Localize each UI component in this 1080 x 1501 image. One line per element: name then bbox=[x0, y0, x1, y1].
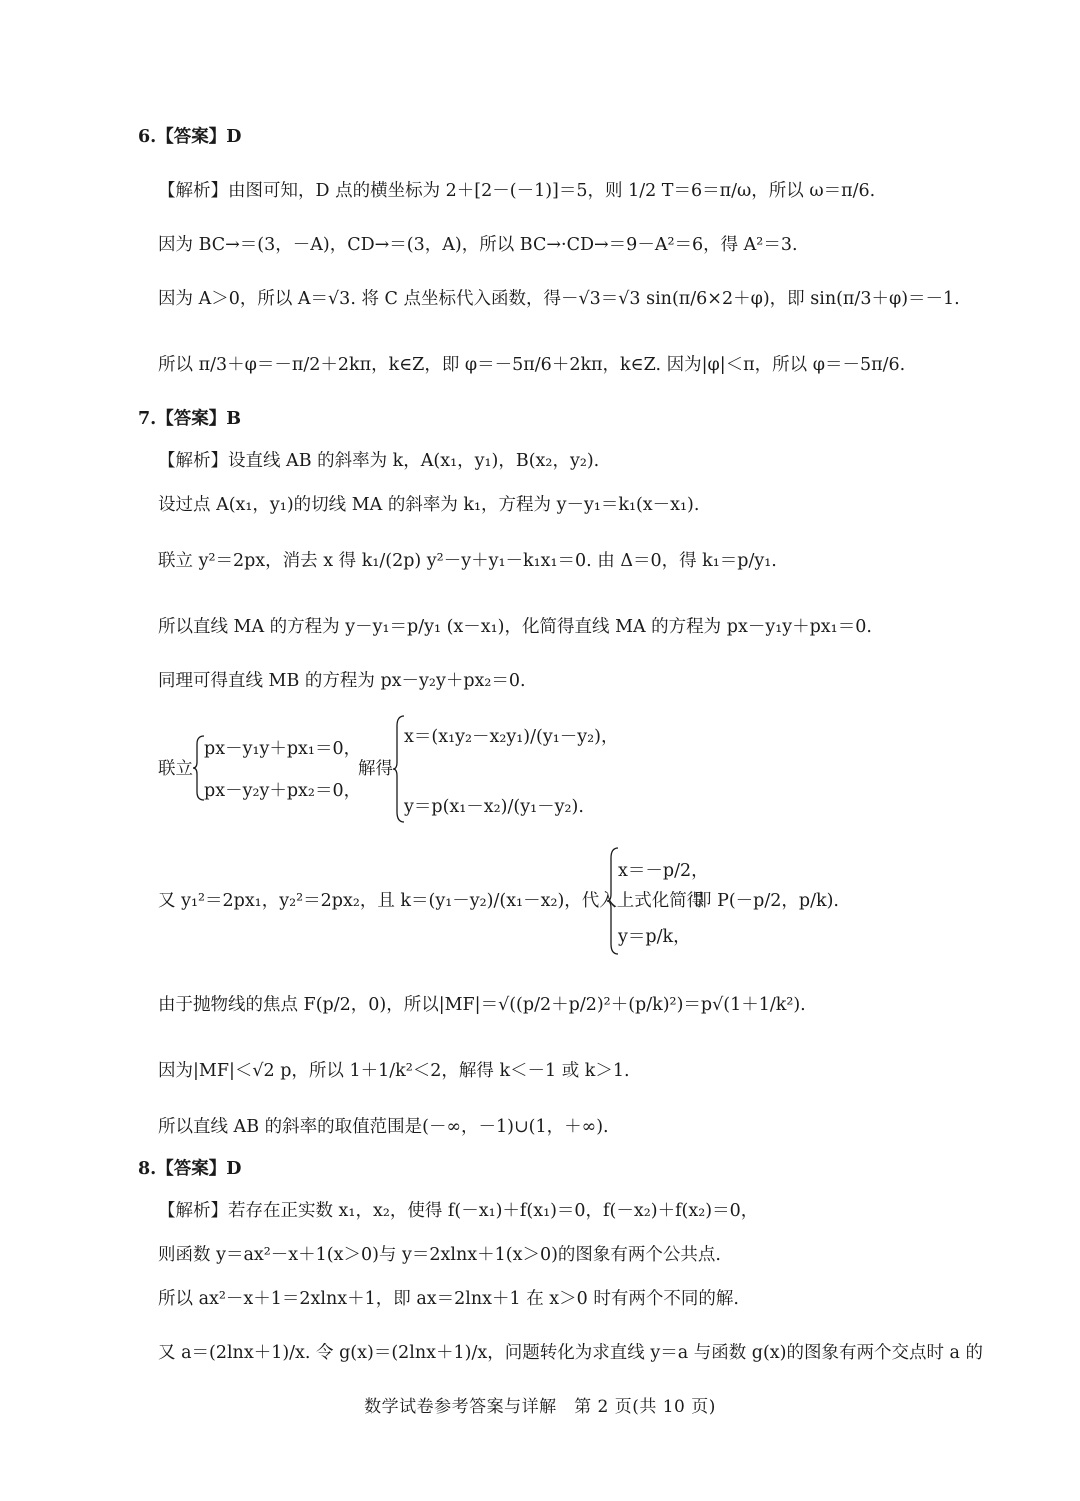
q6-line-2: 因为 BC→＝(3，－A)，CD→＝(3，A)，所以 BC→·CD→＝9－A²＝6，得 A²＝3. bbox=[158, 235, 798, 255]
q7-line-6-solution-y: y＝p/k， bbox=[618, 927, 691, 947]
q7-system-eq-1: px－y₁y＋px₁＝0， bbox=[204, 739, 362, 759]
q7-solution-x: x＝(x₁y₂－x₂y₁)/(y₁－y₂)， bbox=[404, 727, 619, 747]
q6-line-4: 所以 π/3＋φ＝－π/2＋2kπ，k∈Z，即 φ＝－5π/6＋2kπ，k∈Z. 因为|φ|＜π，所以 φ＝－5π/6. bbox=[158, 355, 906, 375]
q7-line-6: 又 y₁²＝2px₁，y₂²＝2px₂，且 k＝(y₁－y₂)/(x₁－x₂)，代入上式化简得 bbox=[158, 891, 705, 911]
q7-line-5: 同理可得直线 MB 的方程为 px－y₂y＋px₂＝0. bbox=[158, 671, 526, 691]
q7-system-solve-label: 解得 bbox=[358, 759, 393, 779]
q7-line-4: 所以直线 MA 的方程为 y－y₁＝p/y₁ (x－x₁)，化简得直线 MA 的方程为 px－y₁y＋px₁＝0. bbox=[158, 617, 872, 637]
page-footer: 数学试卷参考答案与详解 第 2 页(共 10 页) bbox=[364, 1397, 716, 1417]
q7-solution-y: y＝p(x₁－x₂)/(y₁－y₂). bbox=[404, 797, 584, 817]
q7-line-7: 由于抛物线的焦点 F(p/2，0)，所以|MF|＝√((p/2＋p/2)²＋(p/k)²)＝p√(1＋1/k²). bbox=[158, 995, 806, 1015]
q8-line-4: 又 a＝(2lnx＋1)/x. 令 g(x)＝(2lnx＋1)/x，问题转化为求直线 y＝a 与函数 g(x)的图象有两个交点时 a 的 bbox=[158, 1343, 984, 1363]
q7-line-3: 联立 y²＝2px，消去 x 得 k₁/(2p) y²－y＋y₁－k₁x₁＝0. 由 Δ＝0，得 k₁＝p/y₁. bbox=[158, 551, 777, 571]
q8-line-1: 【解析】若存在正实数 x₁，x₂，使得 f(－x₁)＋f(x₁)＝0，f(－x₂)＋f(x₂)＝0， bbox=[158, 1201, 759, 1221]
q8-heading: 8.【答案】D bbox=[138, 1159, 242, 1179]
q7-heading: 7.【答案】B bbox=[138, 409, 242, 429]
q8-line-3: 所以 ax²－x＋1＝2xlnx＋1，即 ax＝2lnx＋1 在 x＞0 时有两个不同的解. bbox=[158, 1289, 739, 1309]
q7-line-6-point-p: 即 P(－p/2，p/k). bbox=[694, 891, 839, 911]
q6-line-3: 因为 A＞0，所以 A＝√3. 将 C 点坐标代入函数，得－√3＝√3 sin(π/6×2＋φ)，即 sin(π/3＋φ)＝－1. bbox=[158, 289, 960, 309]
q7-line-6-solution-x: x＝－p/2， bbox=[618, 861, 709, 881]
q8-line-2: 则函数 y＝ax²－x＋1(x＞0)与 y＝2xlnx＋1(x＞0)的图象有两个公共点. bbox=[158, 1245, 721, 1265]
q7-system-prefix: 联立 bbox=[158, 759, 193, 779]
q7-line-1: 【解析】设直线 AB 的斜率为 k，A(x₁，y₁)，B(x₂，y₂). bbox=[158, 451, 600, 471]
q7-line-8: 因为|MF|＜√2 p，所以 1＋1/k²＜2，解得 k＜－1 或 k＞1. bbox=[158, 1061, 630, 1081]
q7-line-2: 设过点 A(x₁，y₁)的切线 MA 的斜率为 k₁，方程为 y－y₁＝k₁(x－x₁). bbox=[158, 495, 700, 515]
q6-line-1: 【解析】由图可知，D 点的横坐标为 2＋[2－(－1)]＝5，则 1/2 T＝6＝π/ω，所以 ω＝π/6. bbox=[158, 181, 876, 201]
q7-line-9: 所以直线 AB 的斜率的取值范围是(－∞，－1)∪(1，＋∞). bbox=[158, 1117, 609, 1137]
q6-heading: 6.【答案】D bbox=[138, 127, 242, 147]
q7-system-eq-2: px－y₂y＋px₂＝0， bbox=[204, 781, 362, 801]
